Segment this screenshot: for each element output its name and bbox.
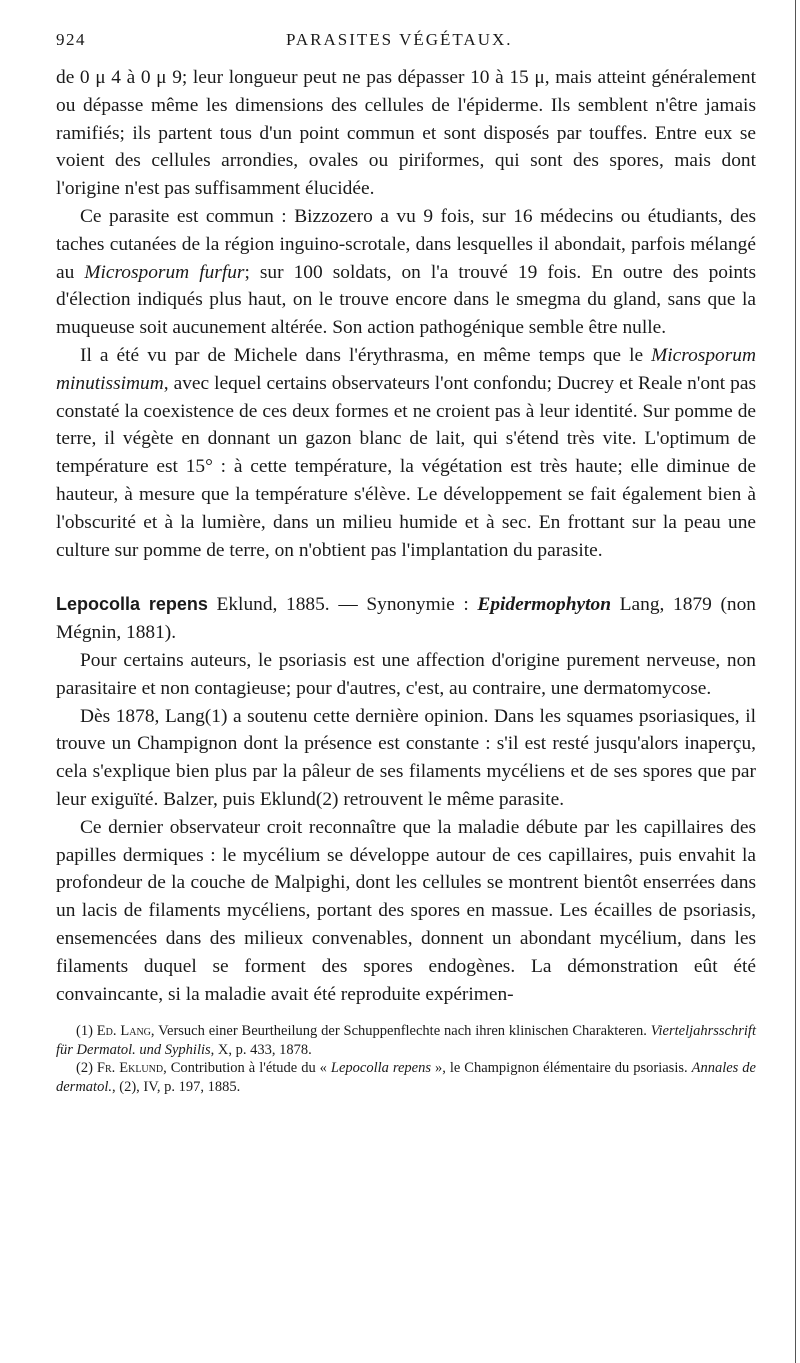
footnote-1: (1) Ed. Lang, Versuch einer Beurtheilung der Schuppenflechte nach ihren klinischen Charakteren. Vierteljahrsschrift für Dermatol. und Syphilis, X, p. 433, 1878. <box>56 1023 756 1058</box>
section-heading-text-a: Eklund, 1885. — Synonymie : <box>207 594 478 616</box>
taxon-microsporum-furfur: Microsporum furfur <box>84 261 245 283</box>
paragraph-6-text-c: ) retrouvent le même parasite. <box>332 788 565 810</box>
paragraph-3 <box>56 342 756 564</box>
footnote-2-number: 2 <box>80 1060 89 1077</box>
paragraph-2-text-b: ; sur 100 soldats, on l'a trouvé 19 fois. En outre des points d'élection indiqués plus haut, on le trouve encore dans le smegma du gland, sans que la muqueuse soit aucunement altérée. Son action pathogénique semble être nulle. <box>56 261 756 339</box>
footnote-2-text-b: », le Champignon élémentaire du psoriasis. <box>431 1060 692 1077</box>
paragraph-6-text-b: ) a soutenu cette dernière opinion. Dans les squames psoriasiques, il trouve un Champignon dont la présence est constante : s'il est resté jusqu'alors inaperçu, cela s'explique bien plus par la pâleur de ses filaments mycéliens et de ses spores que par leur exiguïté. Balzer, puis Eklund( <box>56 705 756 810</box>
footnote-1-text-a: , Versuch einer Beurtheilung der Schuppenflechte nach ihren klinischen Charakteren. <box>150 1023 651 1040</box>
footnote-ref-2: 2 <box>322 788 333 810</box>
footnote-ref-1: 1 <box>211 705 221 727</box>
paragraph-3-text-b: , avec lequel certains observateurs l'ont confondu; Ducrey et Reale n'ont pas constaté la coexistence de ces deux formes et ne croient pas à leur identité. Sur pomme de terre, il végète en donnant un gazon blanc de lait, qui s'étend très vite. L'optimum de température est 15° : à cette température, la végétation est très haute; elle diminue de hauteur, à mesure que la température s'élève. Le développement se fait également bien à l'obscurité et à la lumière, dans un milieu humide et à sec. En frottant sur la peau une culture sur pomme de terre, on n'obtient pas l'implantation du parasite. <box>56 372 756 561</box>
paragraph-7: Ce dernier observateur croit reconnaître que la maladie débute par les capillaires des papilles dermiques : le mycélium se développe autour de ces capillaires, puis envahit la profondeur de la couche de Malpighi, dont les cellules se montrent bientôt enserrées dans un lacis de filaments mycéliens, portant des spores en massue. Les écailles de psoriasis, ensemencées dans des milieux convenables, donnent un abondant mycélium, dans les filaments duquel se forment des spores endogènes. La démonstration eût été convaincante, si la maladie avait été reproduite expérimen- <box>56 816 756 1005</box>
footnote-1-journal: Vierteljahrsschrift für Dermatol. und Syphilis <box>56 1023 756 1058</box>
paragraph-2 <box>56 203 756 342</box>
paragraph-5: Pour certains auteurs, le psoriasis est une affection d'origine purement nerveuse, non parasitaire et non contagieuse; pour d'autres, c'est, au contraire, une dermatomycose. <box>56 649 756 699</box>
running-header <box>56 22 756 58</box>
running-title: PARASITES VÉGÉTAUX. <box>286 30 513 49</box>
paragraph-2-text-a: Ce parasite est commun : Bizzozero a vu 9 fois, sur 16 médecins ou étudiants, des taches cutanées de la région inguino-scrotale, dans lesquelles il abondait, parfois mélangé au <box>56 205 756 283</box>
page <box>56 22 756 1096</box>
paragraph-6 <box>56 703 756 814</box>
paragraph-1: de 0 μ 4 à 0 μ 9; leur longueur peut ne pas dépasser 10 à 15 μ, mais atteint généralement ou dépasse même les dimensions des cellules de l'épiderme. Ils semblent n'être jamais ramifiés; ils partent tous d'un point commun et sont disposés par touffes. Entre eux se voient des cellules arrondies, ovales ou piriformes, qui sont des spores, mais dont l'origine n'est pas suffisamment élucidée. <box>56 67 756 200</box>
footnote-2-text-a: , Contribution à l'étude du « <box>163 1060 331 1077</box>
footnote-2: (2) Fr. Eklund, Contribution à l'étude du « Lepocolla repens », le Champignon élémentaire du psoriasis. Annales de dermatol., (2), IV, p. 197, 1885. <box>56 1060 756 1095</box>
page-edge-rule <box>795 0 796 1363</box>
section-heading-lepocolla <box>56 591 756 647</box>
page-number: 924 <box>56 30 86 49</box>
paragraph-3-text-a: Il a été vu par de Michele dans l'érythrasma, en même temps que le <box>80 344 652 366</box>
paragraph-6-text-a: Dès 1878, Lang( <box>80 705 212 727</box>
taxon-microsporum-minutissimum: Microsporum minutissimum <box>56 344 756 394</box>
footnote-2-author: Fr. Eklund <box>96 1060 164 1077</box>
footnote-1-author: Ed. Lang <box>96 1023 151 1040</box>
footnote-2-journal: Annales de dermatol. <box>56 1060 756 1095</box>
footnote-2-text-c: , (2), IV, p. 197, 1885. <box>111 1078 241 1095</box>
section-heading-text-b: Lang, 1879 (non Mégnin, 1881). <box>56 594 756 644</box>
footnote-2-taxon: Lepocolla repens <box>330 1060 432 1077</box>
footnote-1-number: 1 <box>80 1023 89 1040</box>
taxon-epidermophyton: Epidermophyton <box>477 594 612 616</box>
footnotes <box>56 1022 756 1096</box>
footnote-1-text-b: , X, p. 433, 1878. <box>210 1041 312 1058</box>
taxon-lepocolla-repens: Lepocolla repens <box>56 594 208 615</box>
